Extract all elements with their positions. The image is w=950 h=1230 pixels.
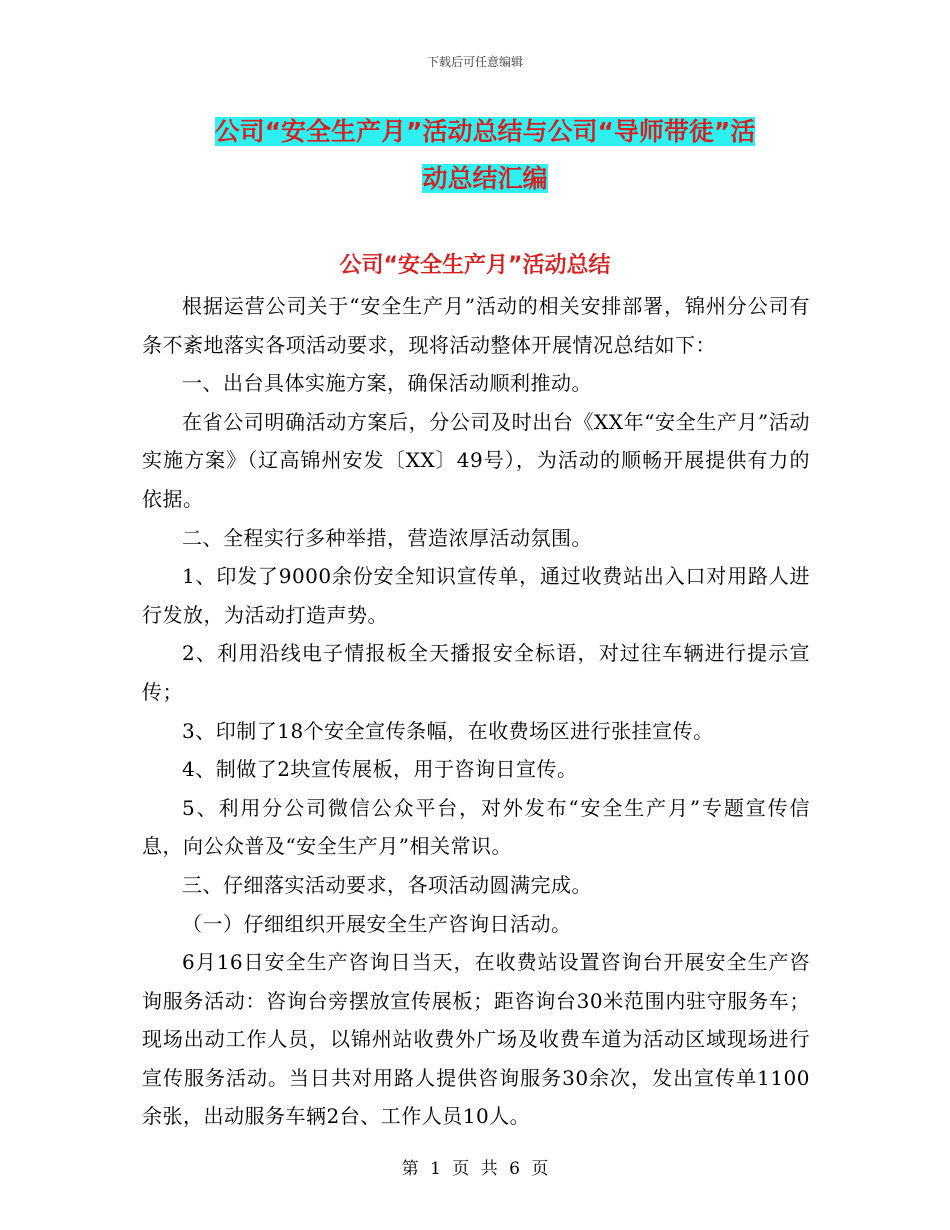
paragraph: 在省公司明确活动方案后，分公司及时出台《XX年“安全生产月”活动实施方案》（辽高锦州安发〔XX〕49号），为活动的顺畅开展提供有力的依据。	[142, 409, 810, 511]
paragraph: 4、制做了2块宣传展板，用于咨询日宣传。	[182, 757, 578, 782]
document-title	[150, 108, 820, 202]
document-body	[142, 287, 810, 1136]
paragraph: 2、利用沿线电子情报板全天播报安全标语，对过往车辆进行提示宣传；	[142, 641, 810, 704]
paragraph: 三、仔细落实活动要求，各项活动圆满完成。	[182, 872, 592, 897]
document-title-line-2: 动总结汇编	[422, 164, 548, 193]
paragraph: 1、印发了9000余份安全知识宣传单，通过收费站出入口对用路人进行发放，为活动打造声势。	[142, 564, 810, 627]
paragraph: 一、出台具体实施方案，确保活动顺利推动。	[182, 371, 592, 396]
paragraph: 根据运营公司关于“安全生产月”活动的相关安排部署，锦州分公司有条不紊地落实各项活动要求，现将活动整体开展情况总结如下：	[142, 294, 810, 357]
section-title: 公司“安全生产月”活动总结	[339, 253, 611, 278]
paragraph: 3、印制了18个安全宣传条幅，在收费场区进行张挂宣传。	[182, 718, 714, 743]
paragraph: 5、利用分公司微信公众平台，对外发布“安全生产月”专题宣传信息，向公众普及“安全生产月”相关常识。	[142, 795, 810, 859]
page-header-note: 下载后可任意编辑	[426, 55, 523, 69]
paragraph: （一）仔细组织开展安全生产咨询日活动。	[182, 911, 572, 936]
document-title-line-1: 公司“安全生产月”活动总结与公司“导师带徒”活	[214, 117, 756, 146]
paragraph: 6月16日安全生产咨询日当天，在收费站设置咨询台开展安全生产咨询服务活动：咨询台旁摆放宣传展板；距咨询台30米范围内驻守服务车；现场出动工作人员，以锦州站收费外广场及收费车道为活动区域现场进行宣传服务活动。当日共对用路人提供咨询服务30余次，发出宣传单1100余张，出动服务车辆2台、工作人员10人。	[142, 950, 810, 1129]
paragraph: 二、全程实行多种举措，营造浓厚活动氛围。	[182, 525, 592, 550]
page-number-footer: 第 1 页 共 6 页	[401, 1159, 549, 1179]
